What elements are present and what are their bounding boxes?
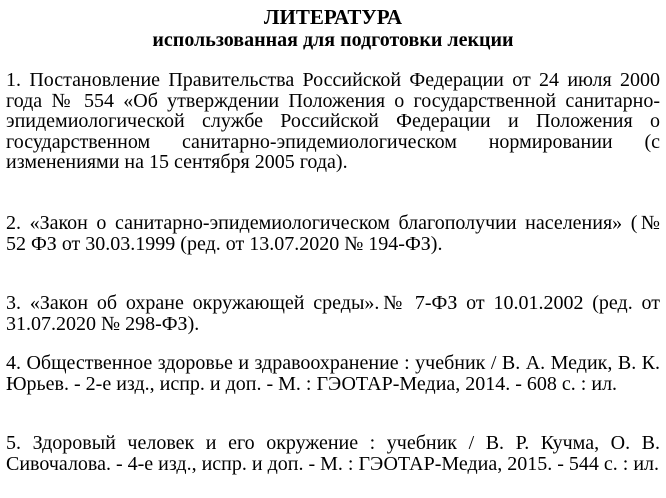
reference-item-2: [6, 213, 660, 254]
reference-number: 1.: [6, 69, 21, 91]
reference-number: 4.: [6, 352, 21, 374]
reference-item-5: [6, 433, 660, 474]
reference-text: Общественное здоровье и здравоохранение : учебник / В. А. Медик, В. К. Юрьев. - 2-е изд., испр. и доп. - М. : ГЭОТАР-Медиа, 2014. - 608 с. : ил.: [6, 352, 661, 395]
reference-text: «Закон об охране окружающей среды».№ 7-ФЗ от 10.01.2002 (ред. от 31.07.2020 № 298-ФЗ).: [6, 292, 661, 335]
reference-text: «Закон о санитарно-эпидемиологическом благополучии населения» (№ 52 ФЗ от 30.03.1999 (ред. от 13.07.2020 № 194-ФЗ).: [6, 212, 661, 255]
reference-item-4: [6, 353, 660, 394]
page-title: ЛИТЕРАТУРА: [263, 5, 403, 29]
reference-text: Постановление Правительства Российской Федерации от 24 июля 2000 года № 554 «Об утверждении Положения о государственной санитарно-эпидемиологической службе Российской Федерации и Положения о государственном санитарно-эпидемиологическом нормировании (с изменениями на 15 сентября 2005 года).: [6, 69, 660, 174]
reference-number: 3.: [6, 292, 21, 314]
reference-text: Здоровый человек и его окружение : учебник / В. Р. Кучма, О. В. Сивочалова. - 4-е изд., испр. и доп. - М. : ГЭОТАР-Медиа, 2015. - 544 с. : ил.: [6, 432, 660, 475]
reference-number: 5.: [6, 432, 21, 454]
reference-item-1: [6, 70, 660, 173]
reference-item-3: [6, 293, 660, 334]
reference-number: 2.: [6, 212, 21, 234]
page-subtitle: использованная для подготовки лекции: [152, 29, 514, 51]
